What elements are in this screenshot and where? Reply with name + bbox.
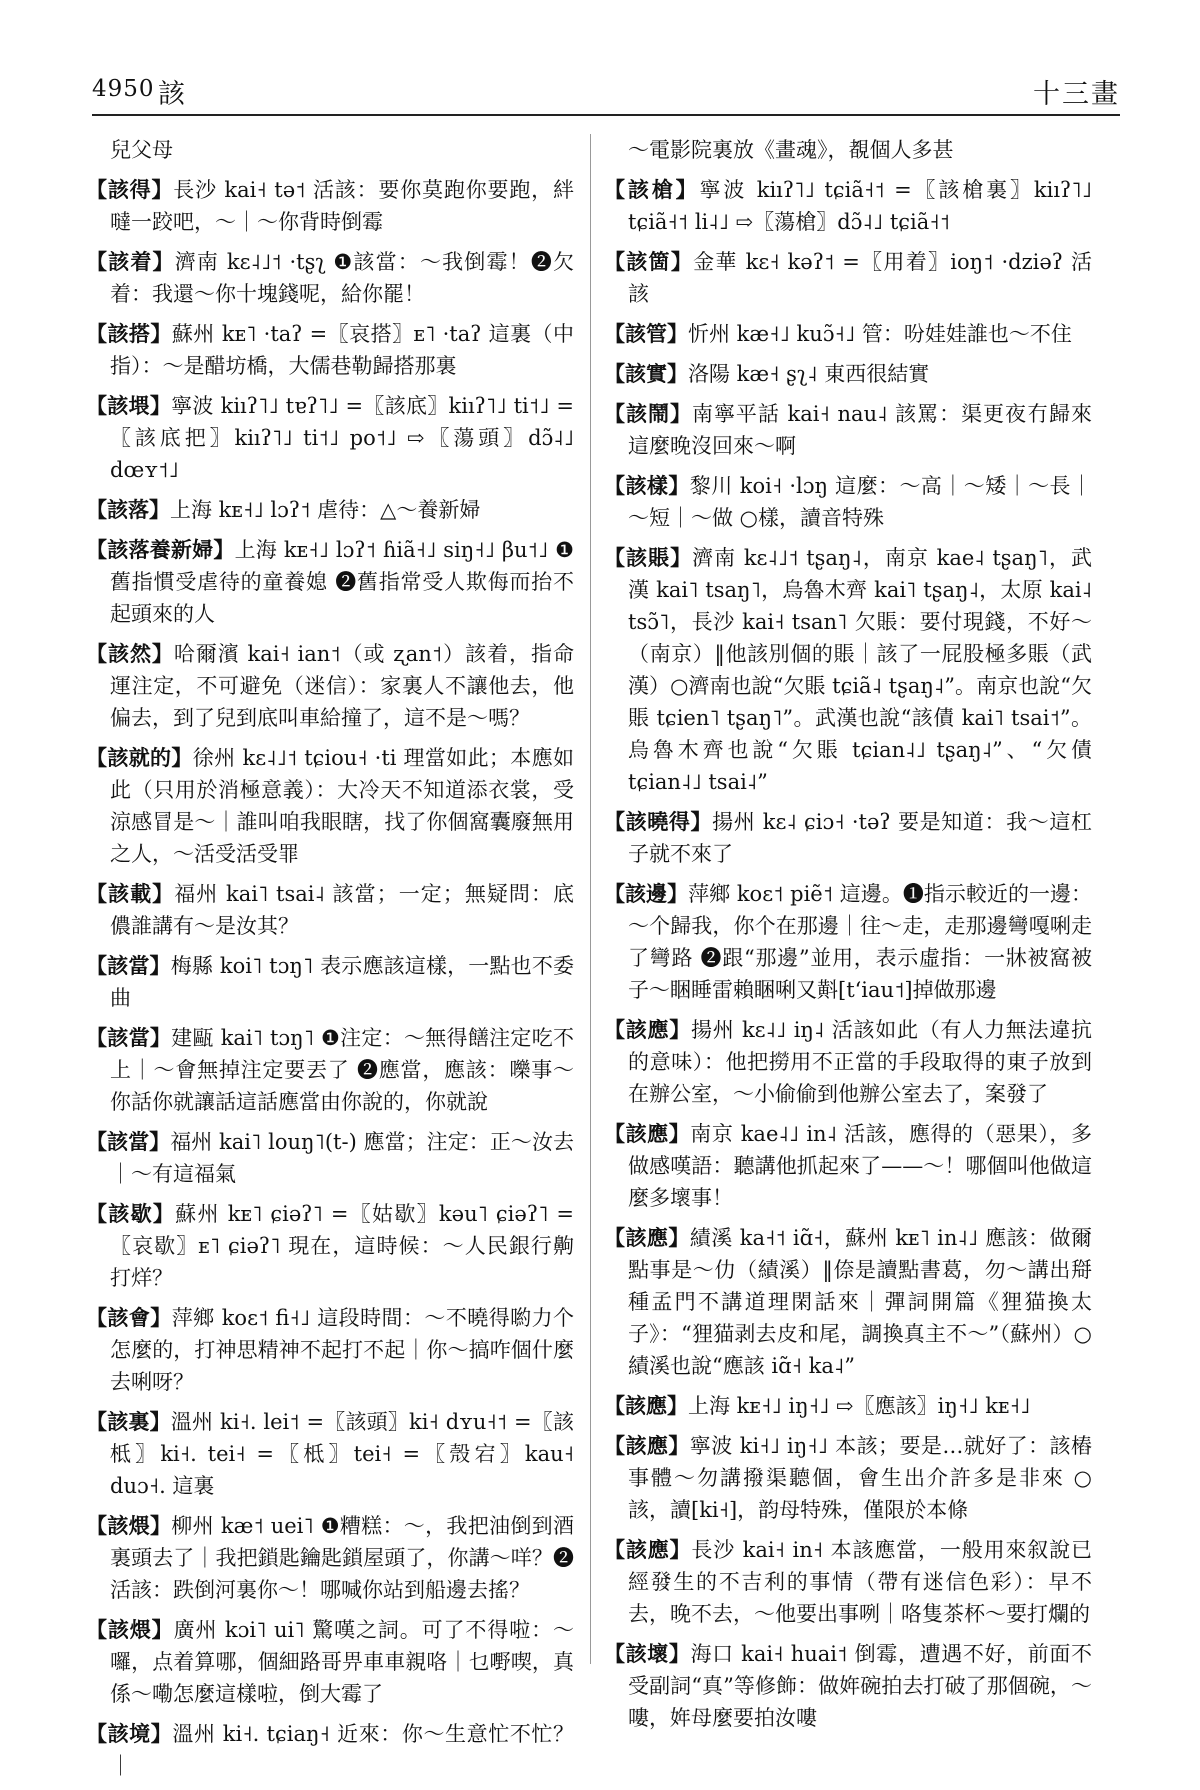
dictionary-entry	[86, 742, 574, 870]
entry-headword: 【該搭】	[86, 321, 172, 346]
entry-headword: 【該落養新婦】	[86, 537, 235, 562]
dictionary-entry	[86, 878, 574, 942]
entry-text: 柳州 kæ˦ uei˥ ❶糟糕：～，我把油倒到酒裏頭去了｜我把鎖匙鑰匙鎖屋頭了，你講～咩？❷活該：跌倒河裏你～！哪喊你站到船邊去搖？	[110, 1514, 574, 1602]
entry-text: 長沙 kai˧ tə˦ 活該：要你莫跑你要跑，絆噠一跤吧，～｜～你背時倒霉	[110, 178, 574, 234]
entry-headword: 【該就的】	[86, 745, 193, 770]
entry-text: 福州 kai˥ tsai˨ 該當；一定；無疑問：底儂誰講有～是汝其？	[110, 882, 575, 938]
entry-headword: 【該應】	[604, 1433, 690, 1458]
dictionary-entry	[86, 1614, 574, 1710]
dictionary-entry	[86, 638, 574, 734]
entry-headword: 【該歇】	[86, 1201, 176, 1226]
entry-text: 揚州 kɛ˨˩ iŋ˨ 活該如此（有人力無法違抗的意味）：他把撈用不正當的手段取得的東子放到在辦公室，～小偷偷到他辦公室去了，案發了	[628, 1018, 1092, 1106]
entry-headword: 【該得】	[86, 177, 174, 202]
entry-text: 寧波 kiıʔ˥˩ tɐʔ˥˩ =〖該底〗kiıʔ˥˩ ti˦˩ =〖該底把〗kiıʔ˥˩ ti˦˩ po˦˩ ⇨〖蕩頭〗dɔ̃˨˩ dœʏ˦˩	[110, 394, 574, 482]
entry-headword: 【該槍】	[604, 177, 700, 202]
dictionary-entry	[86, 494, 574, 526]
entry-headword: 【該當】	[86, 953, 171, 978]
entry-headword: 【該煨】	[86, 1513, 172, 1538]
entry-text: 蘇州 kᴇ˥ ɕiəʔ˥ =〖姑歇〗kəu˥ ɕiəʔ˥ =〖哀歇〗ᴇ˥ ɕiəʔ˥ 現在，這時候：～人民銀行齁打烊？	[110, 1202, 575, 1290]
right-column	[604, 134, 1092, 1742]
dictionary-entry	[604, 806, 1092, 870]
dictionary-entry	[86, 1718, 574, 1782]
entry-headword: 【該應】	[604, 1017, 692, 1042]
entry-headword: 【該曉得】	[604, 809, 713, 834]
entry-headword: 【該然】	[86, 641, 174, 666]
left-column	[86, 134, 574, 1790]
dictionary-entry	[604, 1118, 1092, 1214]
dictionary-entry	[86, 1126, 574, 1190]
entry-text: 金華 kɛ˧ kəʔ˦ =〖用着〗ioŋ˦ ·dziəʔ 活該	[628, 250, 1093, 306]
entry-text: 濟南 kɛ˨˩˦ tʂaŋ˨，南京 kae˨ tʂaŋ˥，武漢 kai˥ tsaŋ˥，烏魯木齊 kai˥ tʂaŋ˨，太原 kai˨ tsɔ̃˥，長沙 kai˧ tsan˥ 欠賬：要付現錢，不好～（南京）‖他該別個的賬｜該了一屁股極多賬（武漢）○濟南也說“欠賬 tɕiã˨ tʂaŋ˨”。南京也說“欠賬 tɕien˥ tʂaŋ˥”。武漢也說“該債 kai˥ tsai˦”。烏魯木齊也說“欠賬 tɕian˨˩ tʂaŋ˨”、“欠債 tɕian˨˩ tsai˨”	[628, 546, 1093, 794]
entry-text: 長沙 kai˧ in˧ 本該應當，一般用來叙說已經發生的不吉利的事情（帶有迷信色彩）：早不去，晚不去，～他要出事咧｜咯隻茶杯～要打爛的	[628, 1538, 1092, 1626]
entry-headword: 【該當】	[86, 1025, 172, 1050]
entry-text: 建甌 kai˥ tɔŋ˥ ❶注定：～無得饍注定吃不上｜～會無掉注定要丟了 ❷應當，應該：嚛事～你話你就讓話這話應當由你說的，你就說	[110, 1026, 574, 1114]
entry-headword: 【該箇】	[604, 249, 694, 274]
entry-headword: 【該邊】	[604, 881, 689, 906]
entry-headword: 【該當】	[86, 1129, 171, 1154]
entry-text: 溫州 ki˧. tɕiaŋ˧ 近來：你～生意忙不忙？｜	[110, 1722, 574, 1778]
page-header	[92, 70, 1120, 116]
entry-headword: 【該煨】	[86, 1617, 174, 1642]
dictionary-entry	[604, 1390, 1092, 1422]
entry-headword: 【該鬧】	[604, 401, 692, 426]
entry-text: 上海 kᴇ˧˩ lɔʔ˦ 虐待：△～養新婦	[170, 498, 481, 522]
section-label: 十三畫	[1033, 79, 1120, 110]
entry-text: 寧波 ki˧˩ iŋ˧˩ 本該；要是…就好了：該樁事體～勿講撥渠聽個，會生出介許多是非來 ○該，讀[ki˧]，韵母特殊，僅限於本條	[628, 1434, 1093, 1522]
dictionary-entry	[604, 1430, 1092, 1526]
entry-text: 徐州 kɛ˨˩˦ tɕiou˧ ·ti 理當如此；本應如此（只用於消極意義）：大冷天不知道添衣裳，受涼感冒是～｜誰叫咱我眼瞎，找了你個窩囊廢無用之人，～活受活受罪	[110, 746, 574, 866]
entry-text: 績溪 ka˧˦ iɑ̃˧，蘇州 kᴇ˥ in˨˩ 應該：做爾點事是～仂（績溪）‖倷是讀點書葛，勿～講出搿種孟門不講道理閑話來｜彈詞開篇《狸猫換太子》：“狸猫剥去皮和尾，調換真主不～”（蘇州）○績溪也說“應該 iɑ̃˧ ka˨”	[628, 1226, 1092, 1378]
dictionary-entry	[604, 1222, 1092, 1382]
entry-text: 福州 kai˥ louŋ˥(t-) 應當；注定：正～汝去｜～有這福氣	[110, 1130, 575, 1186]
entry-text: 忻州 kæ˧˩ kuɔ̃˧˩ 管：吩娃娃誰也～不住	[688, 322, 1072, 346]
dictionary-entry	[86, 1198, 574, 1294]
dictionary-entry	[86, 134, 574, 166]
running-head-character: 該	[158, 79, 185, 110]
dictionary-entry	[86, 318, 574, 382]
entry-text: 萍鄉 koɛ˦ fi˧˩ 這段時間：～不曉得喲力个怎麼的，打神思精神不起打不起｜你～搞咋個什麼去唎呀？	[110, 1306, 574, 1394]
dictionary-entry	[604, 878, 1092, 1006]
entry-headword: 【該應】	[604, 1121, 691, 1146]
dictionary-entry	[86, 950, 574, 1014]
dictionary-entry	[86, 1510, 574, 1606]
entry-text: ～電影院裏放《畫魂》，覩個人多甚	[628, 138, 954, 162]
entry-text: 兒父母	[110, 138, 173, 162]
dictionary-entry	[604, 174, 1092, 238]
entry-text: 濟南 kɛ˨˩˦ ·tʂʅ ❶該當：～我倒霉！❷欠着：我還～你十塊錢呢，給你罷！	[110, 250, 575, 306]
dictionary-entry	[86, 174, 574, 238]
entry-text: 上海 kᴇ˧˩ iŋ˧˩ ⇨〖應該〗iŋ˧˩ kᴇ˧˩	[688, 1394, 1031, 1418]
entry-text: 上海 kᴇ˧˩ lɔʔ˦ ɦiã˧˩ siŋ˧˩ βu˦˩ ❶舊指慣受虐待的童養媳 ❷舊指常受人欺侮而抬不起頭來的人	[110, 538, 574, 626]
dictionary-entry	[604, 246, 1092, 310]
entry-headword: 【該應】	[604, 1537, 692, 1562]
entry-headword: 【該㙗】	[86, 393, 172, 418]
entry-text: 洛陽 kæ˧ ʂʅ˨ 東西很結實	[688, 362, 930, 386]
entry-headword: 【該樣】	[604, 473, 690, 498]
entry-headword: 【該境】	[86, 1721, 173, 1746]
dictionary-entry	[604, 134, 1092, 166]
entry-headword: 【該應】	[604, 1225, 690, 1250]
entry-text: 廣州 kɔi˥ ui˥ 驚嘆之詞。可了不得啦：～囉，点着算哪，個細路哥畀車車親咯｜乜嘢喫，真係～嘞怎麼這樣啦，倒大霉了	[110, 1618, 574, 1706]
entry-headword: 【該落】	[86, 497, 170, 522]
entry-headword: 【該應】	[604, 1393, 688, 1418]
dictionary-entry	[86, 390, 574, 486]
dictionary-entry	[86, 1302, 574, 1398]
dictionary-entry	[604, 358, 1092, 390]
dictionary-entry	[604, 470, 1092, 534]
entry-text: 揚州 kɛ˨ ɕiɔ˧ ·təʔ 要是知道：我～這杠子就不來了	[628, 810, 1093, 866]
dictionary-entry	[604, 398, 1092, 462]
entry-text: 南京 kae˨˩ in˨ 活該，應得的（惡果），多做感嘆語：聽講他抓起來了——～！哪個叫他做這麼多壞事！	[628, 1122, 1092, 1210]
entry-text: 哈爾濱 kai˧ ian˦（或 ʐan˦）該着，指命運注定，不可避免（迷信）：家裏人不讓他去，他偏去，到了兒到底叫車給撞了，這不是～嗎？	[110, 642, 575, 730]
entry-headword: 【該賬】	[604, 545, 693, 570]
entry-text: 海口 kai˧ huai˦ 倒霉，遭遇不好，前面不受副詞“真”等修飾：做姩碗拍去打破了那個碗，～嘍，姩母麼要拍汝嘍	[628, 1642, 1092, 1730]
entry-text: 寧波 kiıʔ˥˩ tɕiã˧˦ =〖該槍裏〗kiıʔ˥˩ tɕiã˧˦ li˨˩ ⇨〖蕩槍〗dɔ̃˨˩ tɕiã˧˦	[628, 178, 1093, 234]
entry-text: 溫州 ki˧. lei˦ =〖該頭〗ki˧ dʏu˧˦ =〖該柢〗ki˧. tei˧ =〖柢〗tei˧ =〖殼宕〗kau˧ duɔ˧. 這裏	[110, 1410, 574, 1498]
dictionary-entry	[86, 246, 574, 310]
dictionary-entry	[86, 1022, 574, 1118]
entry-text: 蘇州 kᴇ˥ ·taʔ =〖哀搭〗ᴇ˥ ·taʔ 這裏（中指）：～是醋坊橋，大儒巷勒歸搭那裏	[110, 322, 575, 378]
dictionary-entry	[604, 1534, 1092, 1630]
entry-headword: 【該實】	[604, 361, 688, 386]
dictionary-entry	[604, 1638, 1092, 1734]
dictionary-entry	[604, 1014, 1092, 1110]
page-number: 4950	[92, 76, 155, 102]
entry-headword: 【該着】	[86, 249, 175, 274]
entry-text: 萍鄉 koɛ˦ piẽ˦ 這邊。❶指示較近的一邊：～个歸我，你个在那邊｜往～走，走那邊彎嘎唎走了彎路 ❷跟“那邊”並用，表示虛指：一牀被窩被子～睏睡雷賴睏唎又斢[tʻiau˦]掉做那邊	[628, 882, 1093, 1002]
dictionary-entry	[86, 1406, 574, 1502]
entry-headword: 【該會】	[86, 1305, 172, 1330]
entry-headword: 【該壞】	[604, 1641, 691, 1666]
dictionary-entry	[604, 542, 1092, 798]
dictionary-entry	[604, 318, 1092, 350]
entry-headword: 【該管】	[604, 321, 688, 346]
entry-headword: 【該載】	[86, 881, 175, 906]
entry-headword: 【該裏】	[86, 1409, 171, 1434]
entry-text: 南寧平話 kai˧ nau˨ 該罵：渠更夜冇歸來這麼晚沒回來～啊	[628, 402, 1092, 458]
column-divider	[590, 134, 591, 1664]
entry-text: 黎川 koi˧ ·lɔŋ 這麼：～高｜～矮｜～長｜～短｜～做 ○樣，讀音特殊	[628, 474, 1092, 530]
dictionary-entry	[86, 534, 574, 630]
entry-text: 梅縣 koi˥ tɔŋ˥ 表示應該這樣，一點也不委曲	[110, 954, 574, 1010]
